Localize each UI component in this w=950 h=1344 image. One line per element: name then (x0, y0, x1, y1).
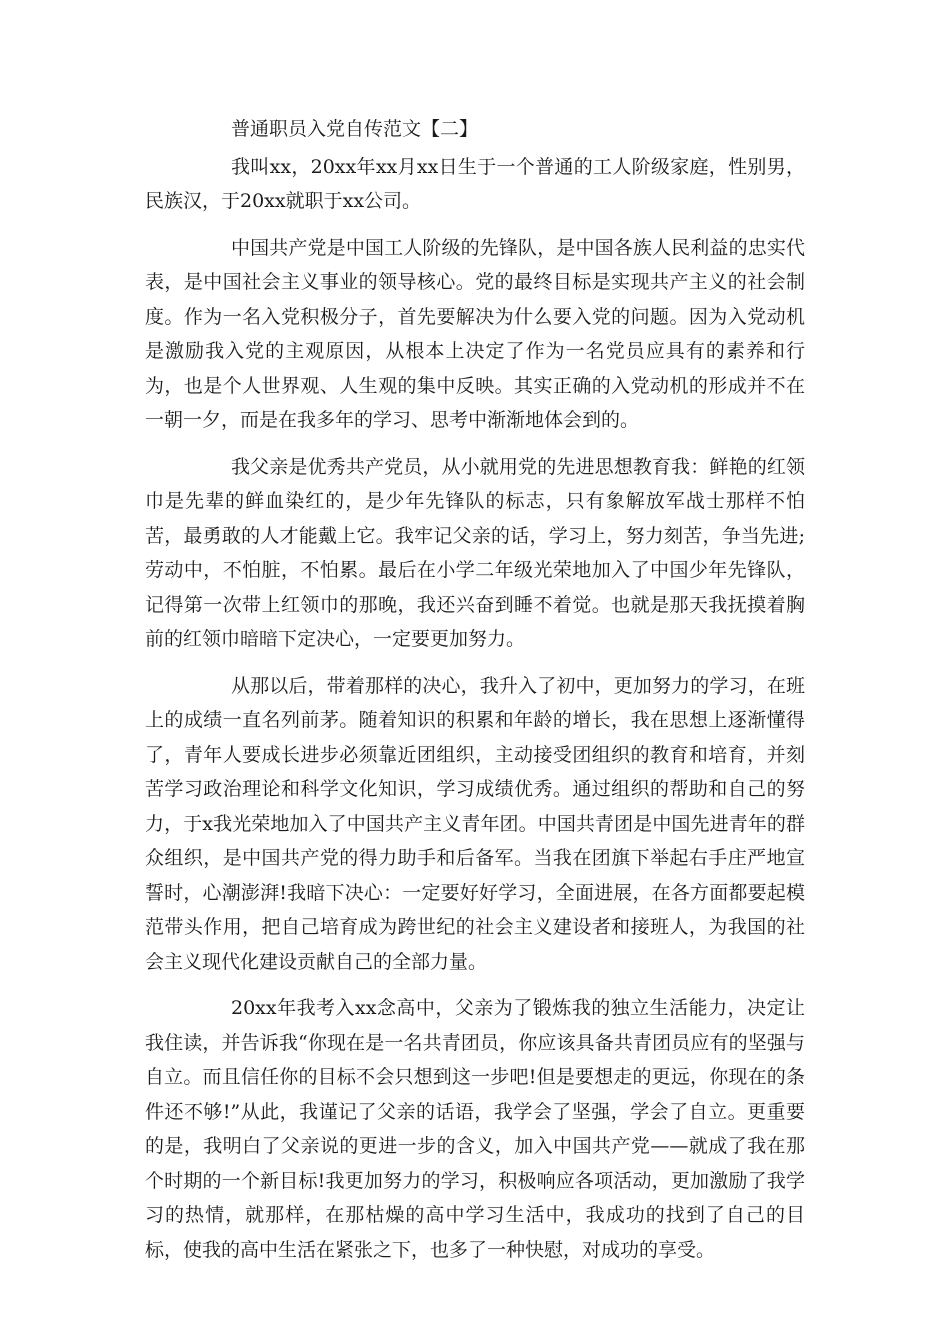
paragraph-high-school: 20xx年我考入xx念高中，父亲为了锻炼我的独立生活能力，决定让我住读，并告诉我“你现在是一名共青团员，你应该具备共青团员应有的坚强与自立。而且信任你的目标不会只想到这一步吧!但是要想走的更远，你现在的条件还不够!”从此，我谨记了父亲的话语，我学会了坚强，学会了自立。更重要的是，我明白了父亲说的更进一步的含义，加入中国共产党——就成了我在那个时期的一个新目标!我更加努力的学习，积极响应各项活动，更加激励了我学习的热情，就那样，在那枯燥的高中学习生活中，我成功的找到了自己的目标，使我的高中生活在紧张之下，也多了一种快慰，对成功的享受。 (145, 997, 805, 1261)
paragraph-father-education: 我父亲是优秀共产党员，从小就用党的先进思想教育我：鲜艳的红领巾是先辈的鲜血染红的，是少年先锋队的标志，只有象解放军战士那样不怕苦，最勇敢的人才能戴上它。我牢记父亲的话，学习上，努力刻苦，争当先进;劳动中，不怕脏，不怕累。最后在小学二年级光荣地加入了中国少年先锋队，记得第一次带上红领巾的那晚，我还兴奋到睡不着觉。也就是那天我抚摸着胸前的红领巾暗暗下定决心，一定要更加努力。 (145, 455, 805, 650)
paragraph-youth-league: 从那以后，带着那样的决心，我升入了初中，更加努力的学习，在班上的成绩一直名列前茅。随着知识的积累和年龄的增长，我在思想上逐渐懂得了，青年人要成长进步必须靠近团组织，主动接受团组织的教育和培育，并刻苦学习政治理论和科学文化知识，学习成绩优秀。通过组织的帮助和自己的努力，于x我光荣地加入了中国共产主义青年团。中国共青团是中国先进青年的群众组织，是中国共产党的得力助手和后备军。当我在团旗下举起右手庄严地宣誓时，心潮澎湃!我暗下决心：一定要好好学习，全面进展，在各方面都要起模范带头作用，把自己培育成为跨世纪的社会主义建设者和接班人，为我国的社会主义现代化建设贡献自己的全部力量。 (145, 674, 805, 973)
document-body (145, 112, 805, 1279)
document-title: 普通职员入党自传范文【二】 (231, 118, 479, 140)
paragraph-party-motivation: 中国共产党是中国工人阶级的先锋队，是中国各族人民利益的忠实代表，是中国社会主义事业的领导核心。党的最终目标是实现共产主义的社会制度。作为一名入党积极分子，首先要解决为什么要入党的问题。因为入党动机是激励我入党的主观原因，从根本上决定了作为一名党员应具有的素养和行为，也是个人世界观、人生观的集中反映。其实正确的入党动机的形成并不在一朝一夕，而是在我多年的学习、思考中渐渐地体会到的。 (145, 236, 805, 431)
paragraph-intro: 我叫xx，20xx年xx月xx日生于一个普通的工人阶级家庭，性别男，民族汉，于20xx就职于xx公司。 (145, 155, 805, 212)
